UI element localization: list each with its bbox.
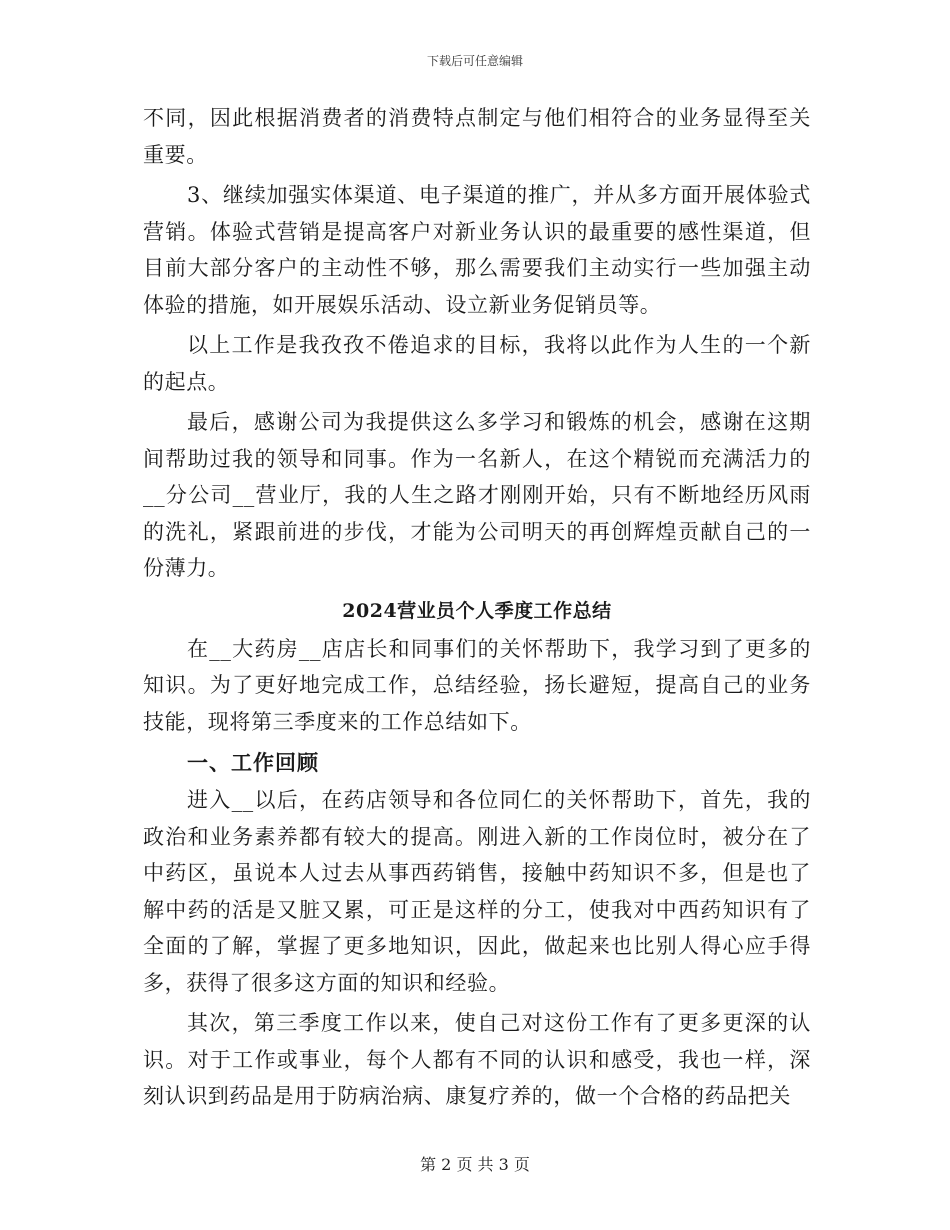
paragraph-thanks: 最后，感谢公司为我提供这么多学习和锻炼的机会，感谢在这期间帮助过我的领导和同事。作为一名新人，在这个精锐而充满活力的__分公司__营业厅，我的人生之路才刚刚开始，只有不断地经历风雨的洗礼，紧跟前进的步伐，才能为公司明天的再创辉煌贡献自己的一份薄力。 [143,410,811,580]
paragraph-continuation: 不同，因此根据消费者的消费特点制定与他们相符合的业务显得至关重要。 [143,106,811,167]
section-heading: 一、工作回顾 [187,750,319,775]
paragraph-secondly: 其次，第三季度工作以来，使自己对这份工作有了更多更深的认识。对于工作或事业，每个人都有不同的认识和感受，我也一样，深刻认识到药品是用于防病治病、康复疗养的，做一个合格的药品把关 [143,1011,811,1108]
paragraph-review: 进入__以后，在药店领导和各位同仁的关怀帮助下，首先，我的政治和业务素养都有较大的提高。刚进入新的工作岗位时，被分在了中药区，虽说本人过去从事西药销售，接触中药知识不多，但是也了解中药的活是又脏又累，可正是这样的分工，使我对中西药知识有了全面的了解，掌握了更多地知识，因此，做起来也比别人得心应手得多，获得了很多这方面的知识和经验。 [143,788,811,995]
page-footer: 第 2 页 共 3 页 [420,1155,530,1174]
paragraph-item-3: 3、继续加强实体渠道、电子渠道的推广，并从多方面开展体验式营销。体验式营销是提高客户对新业务认识的最重要的感性渠道，但目前大部分客户的主动性不够，那么需要我们主动实行一些加强主动体验的措施，如开展娱乐活动、设立新业务促销员等。 [143,183,811,317]
page-header: 下载后可任意编辑 [426,54,523,68]
paragraph-intro: 在__大药房__店店长和同事们的关怀帮助下，我学习到了更多的知识。为了更好地完成工作，总结经验，扬长避短，提高自己的业务技能，现将第三季度来的工作总结如下。 [143,636,811,734]
paragraph-goals: 以上工作是我孜孜不倦追求的目标，我将以此作为人生的一个新的起点。 [143,333,811,394]
document-body [143,100,811,1119]
document-title: 2024营业员个人季度工作总结 [342,599,612,622]
